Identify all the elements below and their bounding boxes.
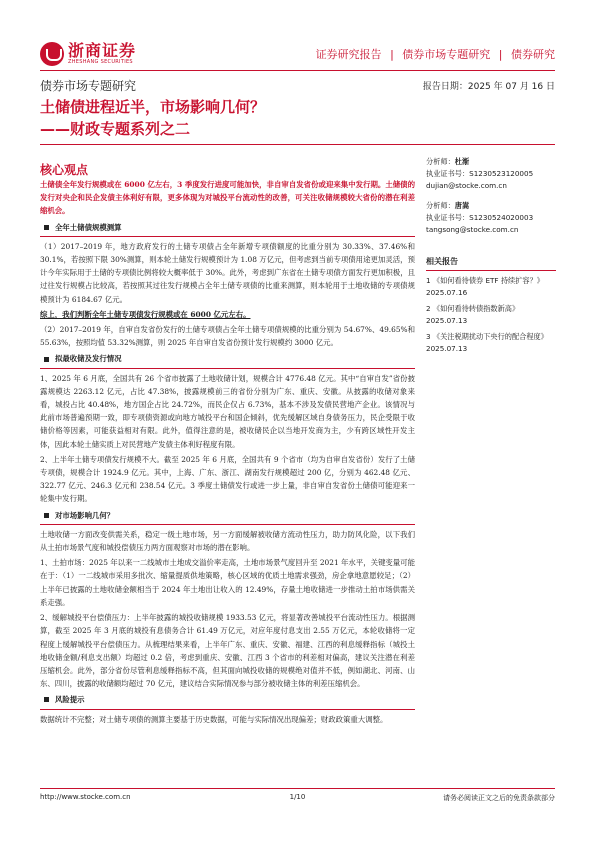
paragraph: （1）2017–2019 年，地方政府发行的土储专项债占全年新增专项债额度的比重分别为 30.33%、37.46%和 30.1%，若按照下限 30%测算，则本轮土储发行规模预计为 1.08 万亿元，但考虑到当前专项债用途更加灵活，预计今年实际用于土储的专项债比例将较大概率低于 30%。此外，考虑到广东省在土储专项债方面发行更加积极，且过往发行规模占比较高，若按照其过往发行规模占全年土储专项债的比重来测算，则本轮用于土地收储的专项债规模预计为 6184.67 亿元。 xyxy=(40,241,415,304)
section-divider xyxy=(40,236,415,237)
related-report-item[interactable] xyxy=(426,275,556,299)
footer-url[interactable]: http://www.stocke.com.cn xyxy=(40,793,131,801)
main-content xyxy=(40,178,415,728)
page-number: 1/10 xyxy=(289,793,306,801)
category-separator: | xyxy=(498,48,503,61)
analyst-email[interactable]: tangsong@stocke.com.cn xyxy=(426,225,519,234)
sidebar-divider xyxy=(426,270,556,271)
square-bullet-icon xyxy=(44,357,49,362)
section-heading: 风险提示 xyxy=(40,693,415,706)
square-bullet-icon xyxy=(44,697,49,702)
title-divider xyxy=(40,144,555,145)
sidebar xyxy=(426,156,556,359)
related-report-title: 《关注税期扰动下央行的配合程度》 xyxy=(432,332,548,341)
square-bullet-icon xyxy=(44,513,49,518)
page-title xyxy=(40,96,265,140)
paragraph: （2）2017–2019 年，自审自发省份发行的土储专项债占全年土储专项债规模的比重分别为 54.67%、49.65%和 55.63%，按照均值 53.32%测算，则 2025 年自审自发省份预计发行规模约 3000 亿元。 xyxy=(40,325,415,348)
logo-icon xyxy=(40,42,64,66)
category-2: 债券市场专题研究 xyxy=(402,48,491,61)
paragraph-conclusion: 综上，我们判断全年土储专项债发行规模或在 6000 亿元左右。 xyxy=(40,309,251,319)
analyst-role: 分析师： xyxy=(426,201,455,210)
analyst-block xyxy=(426,200,556,236)
paragraph: 2、缓解城投平台偿债压力：上半年披露的城投收储规模 1933.53 亿元，将显著改善城投平台流动性压力。根据测算，截至 2025 年 3 月底的城投有息债务合计 61.49 万亿元，对应年度付息支出 2.55 万亿元，本轮收储将一定程度上缓解城投平台偿债压力。从梳理结果来看，上半年广东、重庆、安徽、福建、江西的利息缓释指标（城投土地收储金额/利息支出额）均超过 0.2 倍，考虑到重庆、安徽、江西 3 个省市的利差相对偏高，建议关注潜在利差压缩机会。此外，部分省份尽管利息缓释指标不高，但其面向城投收储的规模绝对值并不低，例如湖北、河南、山东、四川，披露的收储额均超过 70 亿元，建议结合实际情况参与部分被收储主体的利差压缩机会。 xyxy=(40,613,415,689)
title-main: 土储债进程近半，市场影响几何？ xyxy=(40,98,266,116)
analyst-cert: 执业证书号：S1230524020003 xyxy=(426,213,534,222)
analyst-name: 杜渐 xyxy=(454,157,470,166)
footer-divider xyxy=(40,788,555,789)
related-report-date: 2025.07.13 xyxy=(426,344,468,353)
section-heading: 对市场影响几何？ xyxy=(40,509,415,522)
related-reports-heading: 相关报告 xyxy=(426,257,458,266)
category-1: 证券研究报告 xyxy=(315,48,382,61)
header-divider xyxy=(40,70,555,71)
related-report-date: 2025.07.16 xyxy=(426,288,468,297)
title-sub: ——财政专题系列之二 xyxy=(40,120,191,138)
related-report-number: 1 xyxy=(426,276,431,285)
logo-text-cn: 浙商证券 xyxy=(68,41,137,60)
related-report-date: 2025.07.13 xyxy=(426,316,468,325)
analyst-block xyxy=(426,156,556,192)
footer-disclaimer: 请务必阅读正文之后的免责条款部分 xyxy=(443,794,555,802)
related-report-item[interactable] xyxy=(426,331,556,355)
section-divider xyxy=(40,709,415,710)
related-report-title: 《如何看待转债指数新高》 xyxy=(432,304,520,313)
core-heading: 核心观点 xyxy=(40,163,89,177)
paragraph: 数据统计不完整；对土储专项债的测算主要基于历史数据，可能与实际情况出现偏差；财政政策重大调整。 xyxy=(40,714,388,724)
category-separator: | xyxy=(390,48,394,61)
report-date: 报告日期：2025 年 07 月 16 日 xyxy=(422,82,555,92)
related-report-item[interactable] xyxy=(426,303,556,327)
paragraph: 1、土拍市场：2025 年以来一二线城市土地成交溢价率走高，土地市场景气度回升至 2021 年水平，关键变量可能在于：（1）一二线城市采用多批次、缩量提质供地策略，核心区域的优质土地需求强劲，房企拿地意愿较足；（2）上半年已披露的土地收储金额相当于 2024 年土地出让收入的 12.49%，存量土地收储进一步推动土拍市场供需关系走强。 xyxy=(40,558,415,607)
section-divider xyxy=(40,524,415,525)
analyst-name: 唐嵩 xyxy=(454,201,470,210)
square-bullet-icon xyxy=(44,225,49,230)
category-3: 债券研究 xyxy=(511,48,555,61)
related-report-title: 《如何看待债券 ETF 持续扩容？》 xyxy=(432,276,544,285)
company-logo xyxy=(40,42,136,66)
paragraph: 土地收储一方面改变供需关系，稳定一级土地市场，另一方面缓解被收储方流动性压力，助力防风化险，以下我们从土拍市场景气度和城投偿债压力两方面观察对市场的潜在影响。 xyxy=(40,529,415,553)
related-report-number: 2 xyxy=(426,304,431,313)
section-name: 债券市场专题研究 xyxy=(40,79,137,93)
section-heading: 全年土储债规模测算 xyxy=(40,221,415,234)
logo-text-en: ZHESHANG SECURITIES xyxy=(68,59,133,65)
core-summary: 土储债全年发行规模或在 6000 亿左右，3 季度发行进度可能加快，非自审自发省份或迎来集中发行期。土储债的发行对央企和民企发债主体利好有限，更多体现为对城投平台流动性的改善，可关注收储规模较大省份的潜在利差缩机会。 xyxy=(40,180,415,216)
analyst-role: 分析师： xyxy=(426,157,455,166)
report-categories xyxy=(316,46,555,62)
section-divider xyxy=(40,368,415,369)
related-report-number: 3 xyxy=(426,332,431,341)
paragraph: 1、2025 年 6 月底，全国共有 26 个省市披露了土地收储计划，规模合计 4776.48 亿元。其中“自审自发”省份披露规模达 2263.12 亿元，占比 47.38%，披露规模前三的省份分别为广东、重庆、安徽。从披露的收储对象来看，城投占比 40.48%，地方国企占比 24.72%，而民企仅占 6.73%，基本不涉及发债民营地产企业。该情况与此前市场普遍预期一致，即专项债资源或向地方城投平台和国企倾斜，优先缓解区域自身债务压力，民企受限于收储价格等因素，可能获益相对有限。此外，值得注意的是，被收储民企以当地开发商为主，少有跨区域性开发主体，因此本轮土储实质上对民营地产发债主体利好程度有限。 xyxy=(40,373,415,449)
paragraph: 2、上半年土储专项债发行规模不大。截至 2025 年 6 月底，全国共有 9 个省市（均为自审自发省份）发行了土储专项债，规模合计 1924.9 亿元。其中，上海、广东、浙江、湖南发行规模超过 200 亿，分别为 462.48 亿元、322.77 亿元、246.3 亿元和 238.54 亿元。3 季度土储债发行或进一步上量，非自审自发省份土储债可能迎来一轮集中发行期。 xyxy=(40,454,415,504)
section-heading: 拟最收储及发行情况 xyxy=(40,352,415,365)
analyst-cert: 执业证书号：S1230523120005 xyxy=(426,169,534,178)
analyst-email[interactable]: dujian@stocke.com.cn xyxy=(426,181,507,190)
